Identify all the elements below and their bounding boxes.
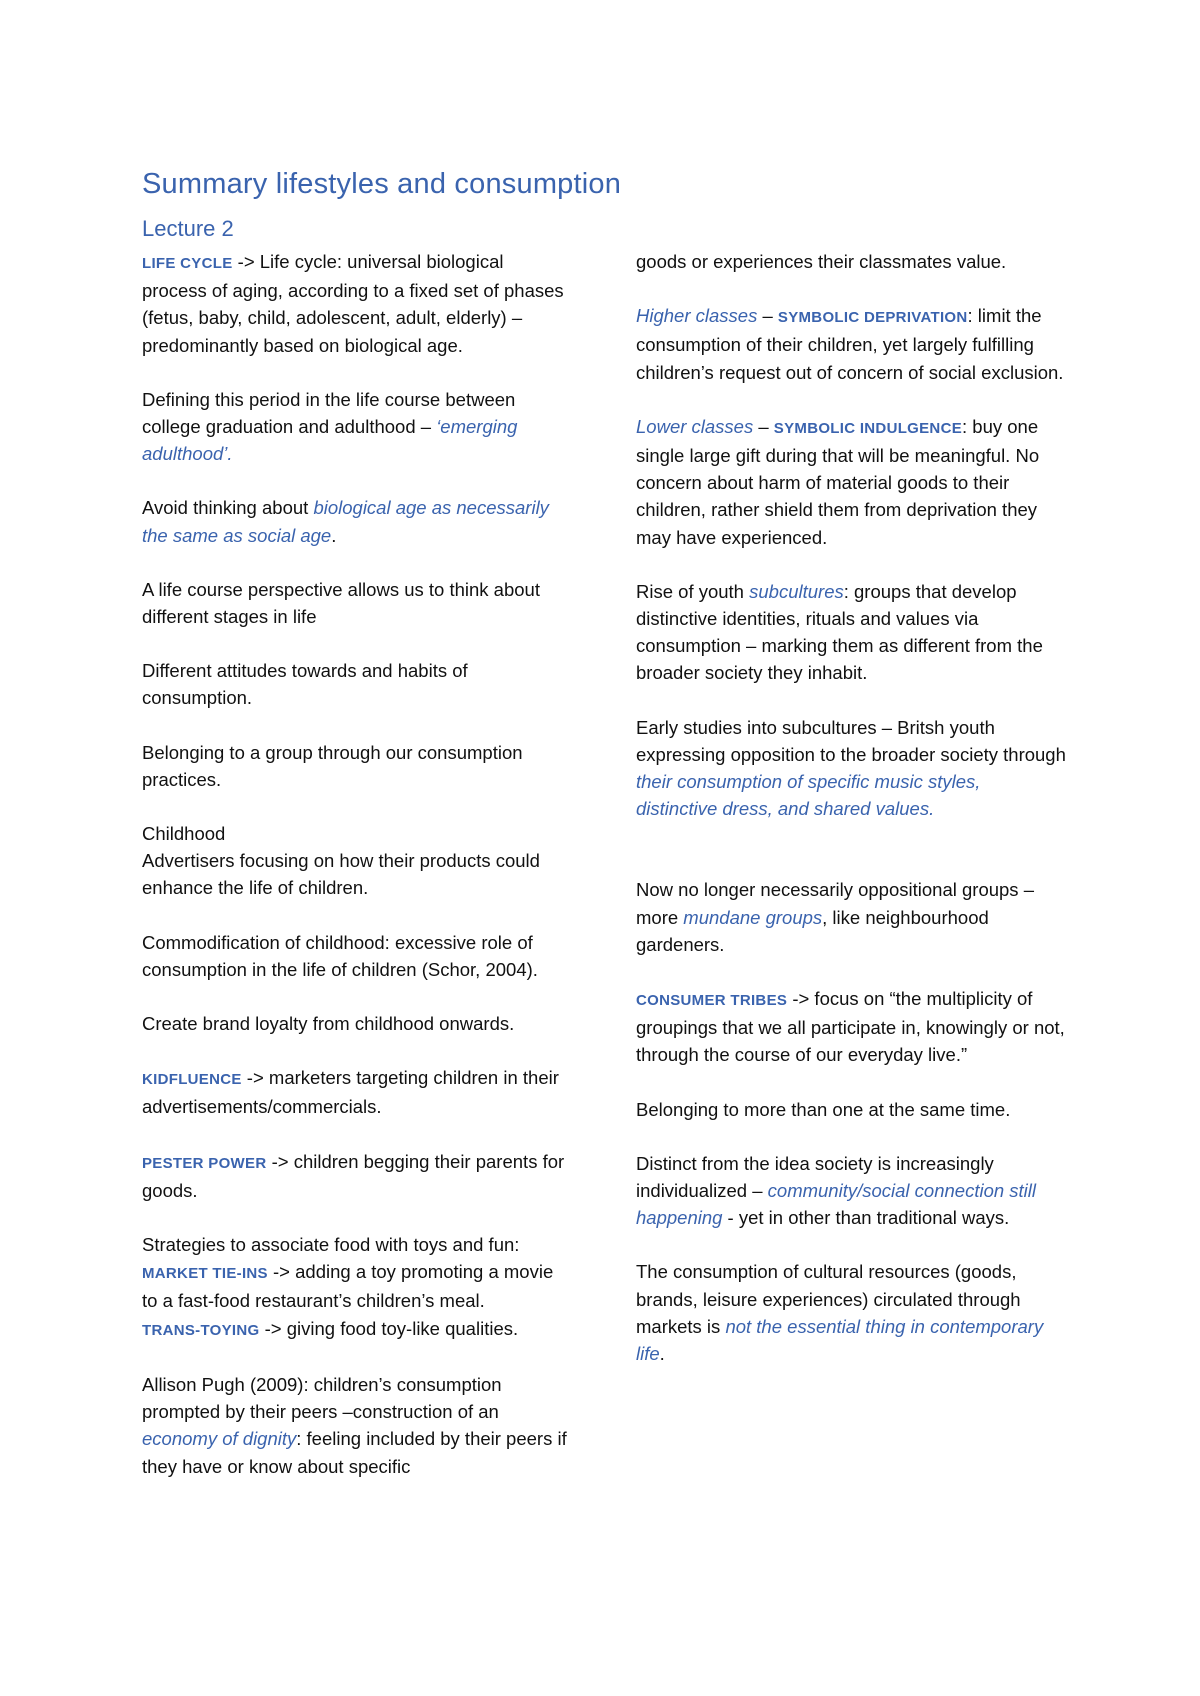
paragraph: Rise of youth subcultures: groups that develop distinctive identities, rituals and values via consumption – marking them as different from the broader society they inhabit.: [636, 580, 1043, 684]
paragraph: Early studies into subcultures – Britsh youth expressing opposition to the broader society through their consumption of specific music styles, distinctive dress, and shared values.: [636, 716, 1066, 820]
paragraph: Different attitudes towards and habits of consumption.: [142, 660, 468, 709]
paragraph: Lower classes – SYMBOLIC INDULGENCE: buy one single large gift during that will be meaningful. No concern about harm of material goods to their children, rather shield them from deprivation they may have experienced.: [636, 415, 1040, 548]
key-term: LIFE CYCLE: [142, 255, 233, 272]
emphasis: economy of dignity: [142, 1428, 297, 1450]
emphasis: mundane groups: [683, 906, 823, 928]
emphasis: Lower classes: [636, 415, 754, 437]
key-term: MARKET TIE-INS: [142, 1265, 268, 1283]
paragraph: CONSUMER TRIBES -> focus on “the multiplicity of groupings that we all participate in, knowingly or not, through the course of our everyday live.”: [636, 988, 1065, 1066]
paragraph: Create brand loyalty from childhood onwards.: [142, 1013, 515, 1035]
lecture-heading: Lecture 2: [142, 216, 234, 241]
key-term: SYMBOLIC DEPRIVATION: [777, 309, 968, 327]
emphasis: their consumption of specific music styles, distinctive dress, and shared values.: [636, 771, 981, 820]
paragraph: Allison Pugh (2009): children’s consumption prompted by their peers –construction of an economy of dignity: feeling included by their peers if they have or know about specific: [142, 1373, 567, 1477]
key-term: PESTER POWER: [142, 1154, 267, 1172]
document-title: Summary lifestyles and consumption: [142, 168, 622, 200]
paragraph: KIDFLUENCE -> marketers targeting children in their advertisements/commercials.: [142, 1067, 559, 1118]
emphasis: Higher classes: [636, 305, 758, 327]
paragraph: Avoid thinking about biological age as necessarily the same as social age.: [142, 497, 549, 546]
key-term: KIDFLUENCE: [142, 1071, 242, 1089]
paragraph: goods or experiences their classmates value.: [636, 251, 1007, 272]
paragraph: Belonging to a group through our consumption practices.: [142, 741, 523, 790]
paragraph: Defining this period in the life course between college graduation and adulthood – ‘emerging adulthood’.: [142, 388, 518, 465]
paragraph: Childhood Advertisers focusing on how their products could enhance the life of children.: [142, 823, 540, 899]
paragraph: Distinct from the idea society is increasingly individualized – community/social connection still happening - yet in other than traditional ways.: [636, 1152, 1037, 1229]
paragraph: Now no longer necessarily oppositional groups – more mundane groups, like neighbourhood gardeners.: [636, 879, 1034, 955]
paragraph: Higher classes – SYMBOLIC DEPRIVATION: limit the consumption of their children, yet largely fulfilling children’s request out of concern of social exclusion.: [636, 305, 1064, 383]
emphasis: community/social connection still happening: [636, 1180, 1037, 1229]
paragraph: PESTER POWER -> children begging their parents for goods.: [142, 1150, 565, 1201]
paragraph: Belonging to more than one at the same time.: [636, 1098, 1011, 1120]
key-term: TRANS-TOYING: [142, 1321, 260, 1339]
paragraph: Strategies to associate food with toys and fun: MARKET TIE-INS -> adding a toy promoting a movie to a fast-food restaurant’s children’s meal. TRANS-TOYING -> giving food toy-like qualities.: [142, 1234, 554, 1339]
emphasis: subcultures: [749, 580, 844, 602]
emphasis: ‘emerging adulthood’.: [142, 416, 518, 465]
paragraph: The consumption of cultural resources (goods, brands, leisure experiences) circulated through markets is not the essential thing in contemporary life.: [636, 1261, 1044, 1365]
key-term: SYMBOLIC INDULGENCE: [773, 419, 963, 437]
right-column: [636, 248, 1066, 1394]
section-label: Childhood: [142, 823, 226, 845]
paragraph: LIFE CYCLE -> Life cycle: universal biological process of aging, according to a fixed set of phases (fetus, baby, child, adolescent, adult, elderly) – predominantly based on biological age.: [142, 251, 564, 356]
left-column: [142, 248, 572, 1507]
paragraph: A life course perspective allows us to think about different stages in life: [142, 578, 540, 628]
key-term: CONSUMER TRIBES: [636, 992, 788, 1010]
emphasis: not the essential thing in contemporary life: [636, 1315, 1044, 1365]
emphasis: biological age as necessarily the same as social age: [142, 497, 549, 546]
paragraph: Commodification of childhood: excessive role of consumption in the life of children (Schor, 2004).: [142, 931, 538, 980]
